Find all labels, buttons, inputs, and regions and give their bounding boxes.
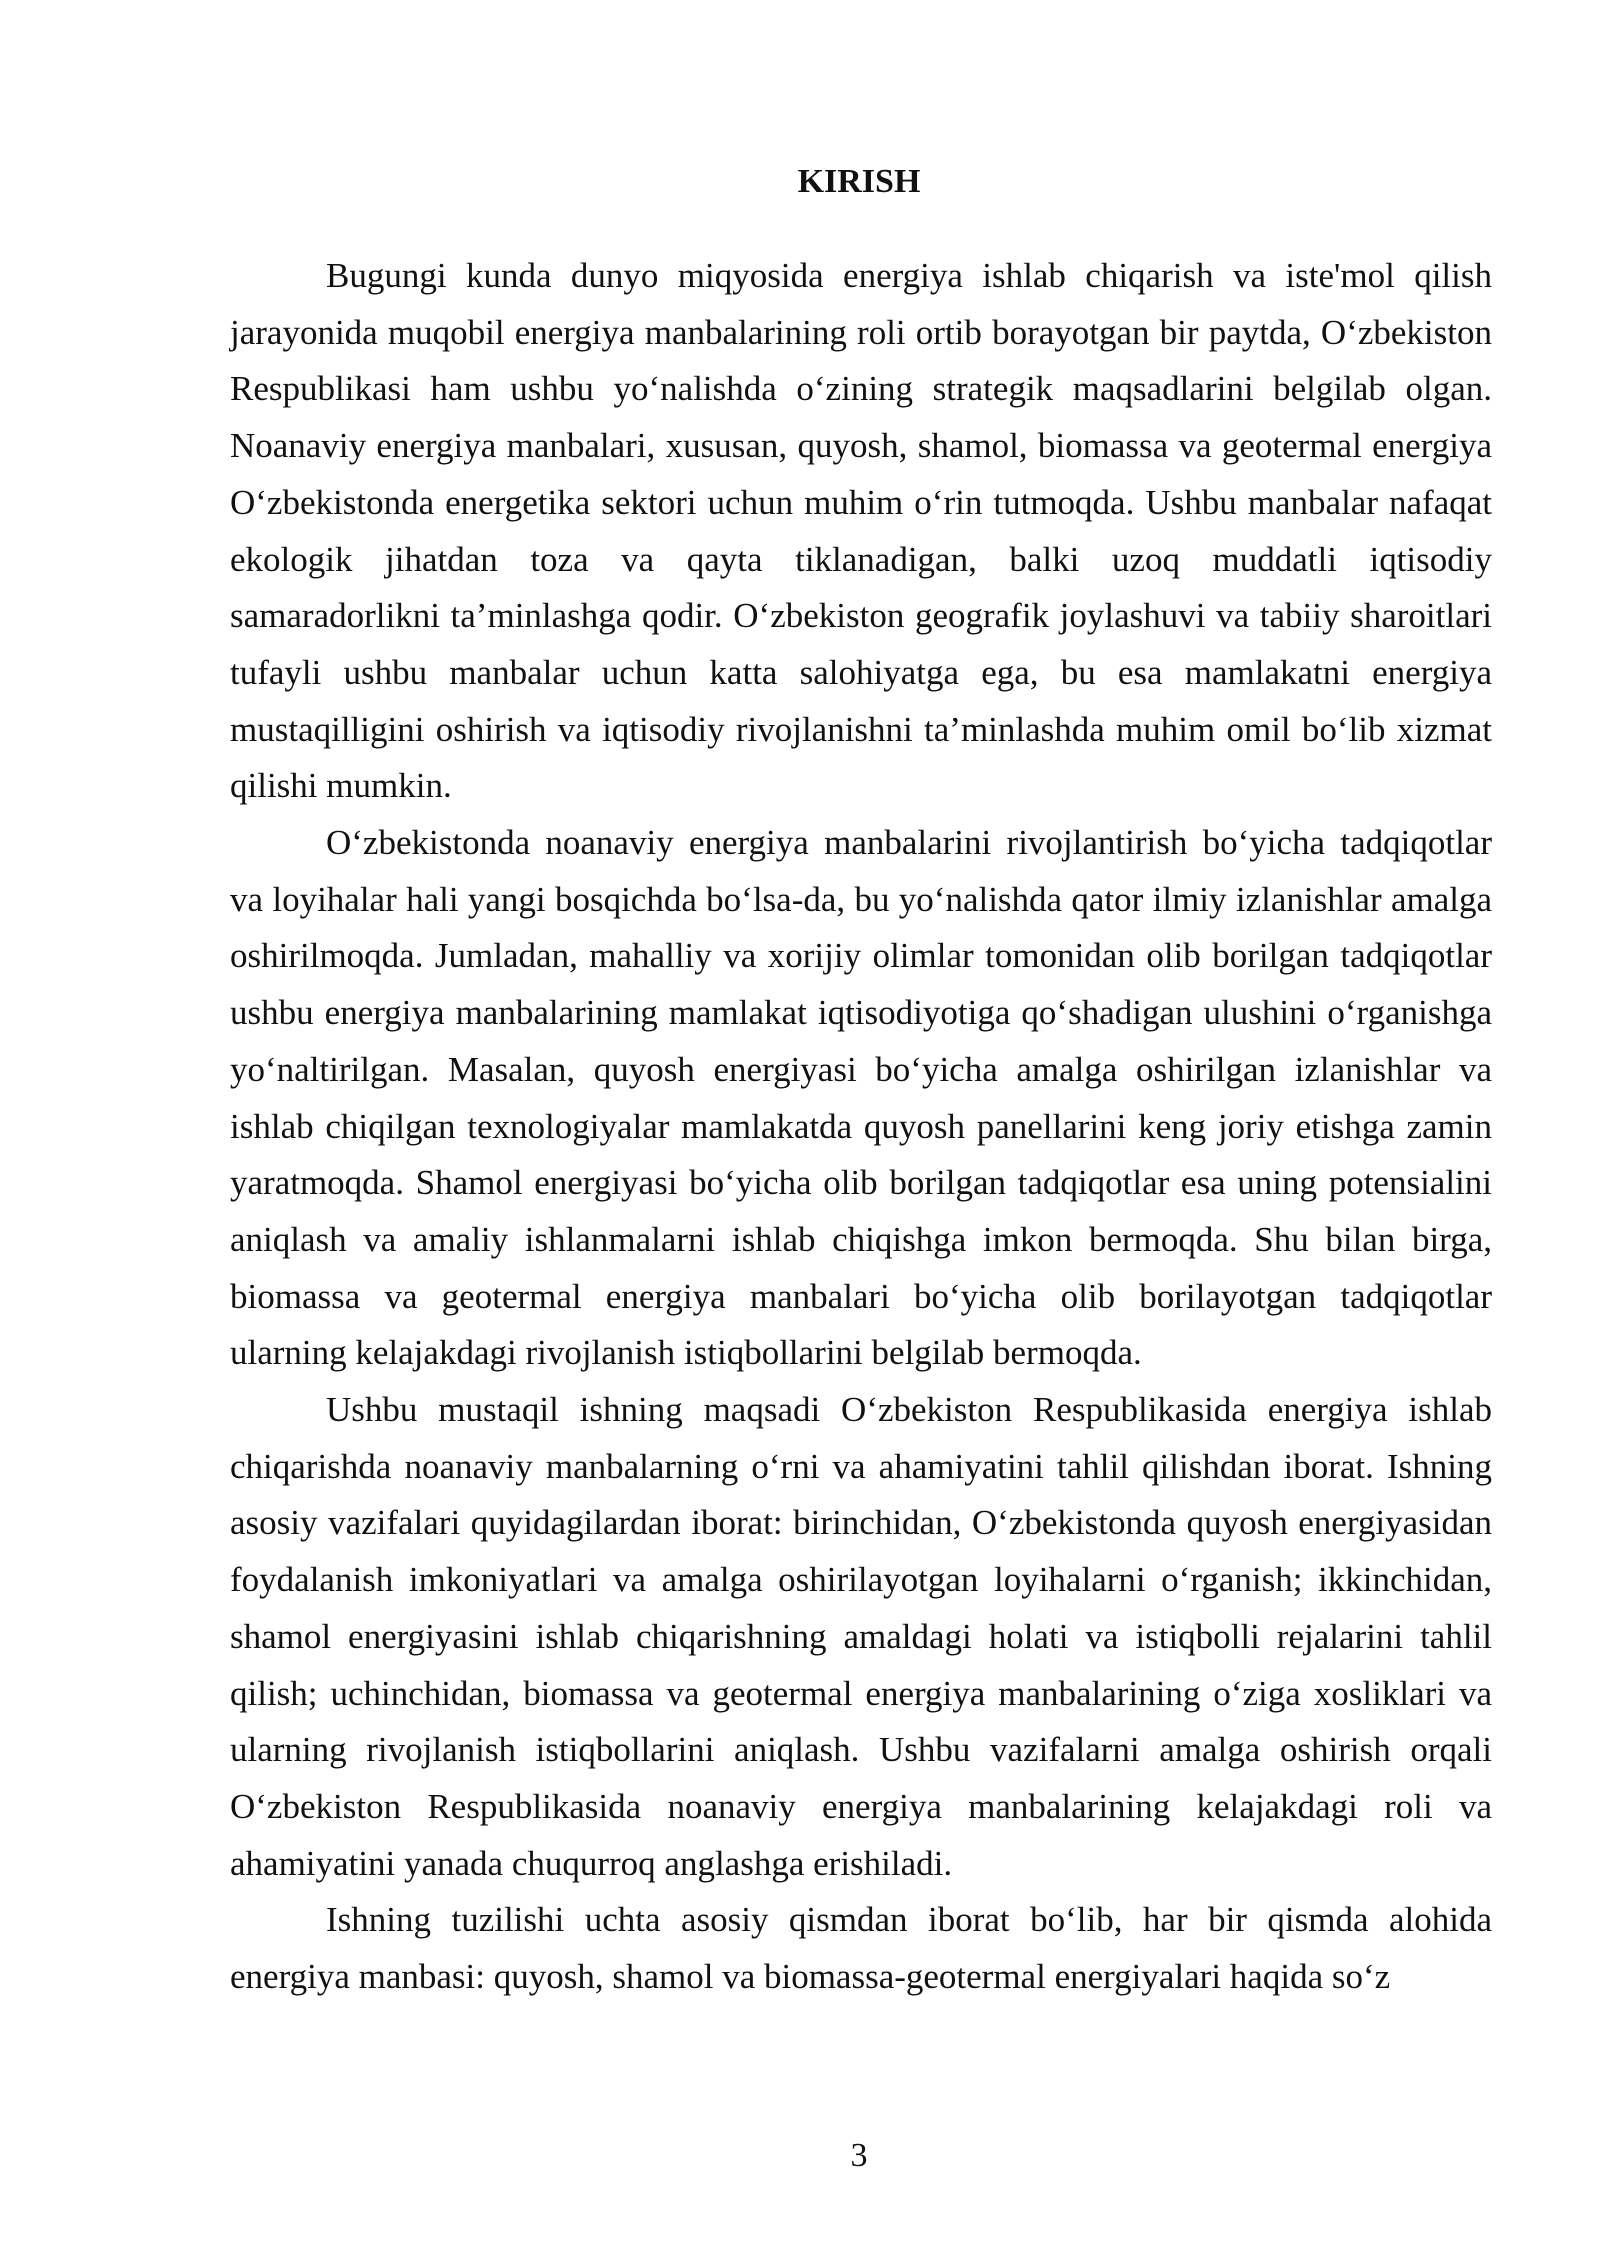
paragraph-2: O‘zbekistonda noanaviy energiya manbalarini rivojlantirish bo‘yicha tadqiqotlar va loyihalar hali yangi bosqichda bo‘lsa-da, bu yo‘nalishda qator ilmiy izlanishlar amalga oshirilmoqda. Jumladan, mahalliy va xorijiy olimlar tomonidan olib borilgan tadqiqotlar ushbu energiya manbalarining mamlakat iqtisodiyotiga qo‘shadigan ulushini o‘rganishga yo‘naltirilgan. Masalan, quyosh energiyasi bo‘yicha amalga oshirilgan izlanishlar va ishlab chiqilgan texnologiyalar mamlakatda quyosh panellarini keng joriy etishga zamin yaratmoqda. Shamol energiyasi bo‘yicha olib borilgan tadqiqotlar esa uning potensialini aniqlash va amaliy ishlanmalarni ishlab chiqishga imkon bermoqda. Shu bilan birga, biomassa va geotermal energiya manbalari bo‘yicha olib borilayotgan tadqiqotlar ularning kelajakdagi rivojlanish istiqbollarini belgilab bermoqda.	[230, 823, 1492, 1373]
page-number: 3	[850, 2137, 868, 2174]
paragraph-3: Ushbu mustaqil ishning maqsadi O‘zbekiston Respublikasida energiya ishlab chiqarishda noanaviy manbalarning o‘rni va ahamiyatini tahlil qilishdan iborat. Ishning asosiy vazifalari quyidagilardan iborat: birinchidan, O‘zbekistonda quyosh energiyasidan foydalanish imkoniyatlari va amalga oshirilayotgan loyihalarni o‘rganish; ikkinchidan, shamol energiyasini ishlab chiqarishning amaldagi holati va istiqbolli rejalarini tahlil qilish; uchinchidan, biomassa va geotermal energiya manbalarining o‘ziga xosliklari va ularning rivojlanish istiqbollarini aniqlash. Ushbu vazifalarni amalga oshirish orqali O‘zbekiston Respublikasida noanaviy energiya manbalarining kelajakdagi roli va ahamiyatini yanada chuqurroq anglashga erishiladi.	[230, 1390, 1492, 1883]
paragraph-4: Ishning tuzilishi uchta asosiy qismdan iborat bo‘lib, har bir qismda alohida energiya manbasi: quyosh, shamol va biomassa-geotermal energiyalari haqida so‘z	[230, 1900, 1492, 1997]
body-text	[230, 248, 1492, 2006]
paragraph-1: Bugungi kunda dunyo miqyosida energiya ishlab chiqarish va iste'mol qilish jarayonida muqobil energiya manbalarining roli ortib borayotgan bir paytda, O‘zbekiston Respublikasi ham ushbu yo‘nalishda o‘zining strategik maqsadlarini belgilab olgan. Noanaviy energiya manbalari, xususan, quyosh, shamol, biomassa va geotermal energiya O‘zbekistonda energetika sektori uchun muhim o‘rin tutmoqda. Ushbu manbalar nafaqat ekologik jihatdan toza va qayta tiklanadigan, balki uzoq muddatli iqtisodiy samaradorlikni ta’minlashga qodir. O‘zbekiston geografik joylashuvi va tabiiy sharoitlari tufayli ushbu manbalar uchun katta salohiyatga ega, bu esa mamlakatni energiya mustaqilligini oshirish va iqtisodiy rivojlanishni ta’minlashda muhim omil bo‘lib xizmat qilishi mumkin.	[230, 256, 1492, 806]
page-title: KIRISH	[797, 163, 921, 200]
